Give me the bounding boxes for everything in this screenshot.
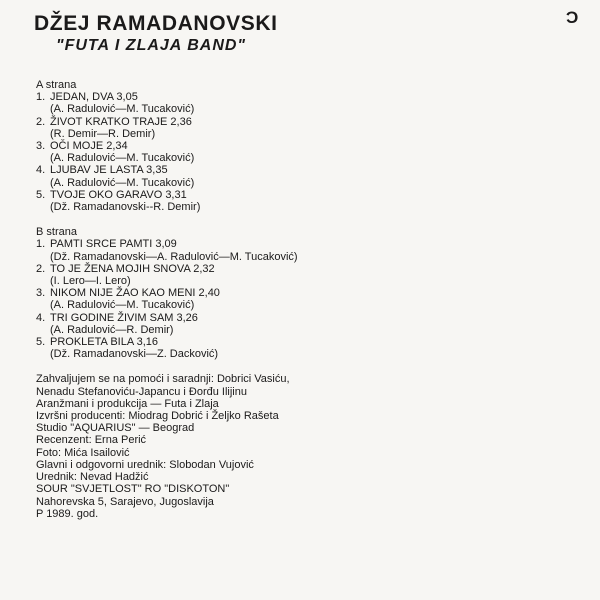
track-number: 3. [36, 287, 46, 300]
credit-line: Zahvaljujem se na pomoći i saradnji: Dobrici Vasiću, [36, 373, 290, 386]
side-mark-glyph: Ͻ [566, 8, 579, 27]
track-title-line [36, 116, 576, 128]
track-item [36, 263, 576, 287]
track-item [36, 238, 576, 262]
track-title-line [36, 336, 576, 348]
tracklist-and-credits [36, 79, 576, 520]
track-number: 4. [36, 311, 46, 324]
track-item [36, 336, 576, 360]
side-b-section [36, 226, 576, 360]
track-title: JEDAN, DVA 3,05 [50, 91, 138, 104]
side-b-heading: B strana [36, 226, 77, 239]
artist-name: DŽEJ RAMADANOVSKI [34, 12, 278, 35]
track-title-line [36, 140, 576, 152]
track-number: 3. [36, 140, 46, 153]
section-spacer [36, 213, 576, 226]
track-title: PAMTI SRCE PAMTI 3,09 [50, 238, 177, 251]
track-number: 1. [36, 238, 46, 251]
band-name: "FUTA I ZLAJA BAND" [56, 37, 247, 54]
track-item [36, 164, 576, 188]
credit-line: Izvršni producenti: Miodrag Dobrić i Željko Rašeta [36, 410, 279, 423]
track-title-line [36, 238, 576, 250]
track-item [36, 91, 576, 115]
track-authors: (A. Radulović—R. Demir) [50, 323, 174, 336]
track-number: 5. [36, 188, 46, 201]
track-number: 5. [36, 336, 46, 349]
track-title-line [36, 91, 576, 103]
track-number: 2. [36, 262, 46, 275]
track-authors: (A. Radulović—M. Tucaković) [50, 299, 195, 312]
track-title-line [36, 263, 576, 275]
credit-line: Foto: Mića Isailović [36, 446, 130, 459]
track-authors: (Dž. Ramadanovski--R. Demir) [50, 201, 201, 214]
track-number: 4. [36, 164, 46, 177]
track-authors: (Dž. Ramadanovski—Z. Dacković) [50, 348, 219, 361]
track-number: 1. [36, 91, 46, 104]
credit-line: Nenadu Stefanoviću-Japancu i Đorđu Ilijinu [36, 385, 247, 398]
track-title: TVOJE OKO GARAVO 3,31 [50, 188, 187, 201]
track-title: TO JE ŽENA MOJIH SNOVA 2,32 [50, 262, 215, 275]
credit-line: Glavni i odgovorni urednik: Slobodan Vujović [36, 458, 254, 471]
track-title-line [36, 287, 576, 299]
credits-section [36, 373, 576, 519]
section-spacer [36, 360, 576, 373]
track-number: 2. [36, 115, 46, 128]
track-authors: (A. Radulović—M. Tucaković) [50, 152, 195, 165]
track-title: NIKOM NIJE ŽAO KAO MENI 2,40 [50, 287, 220, 300]
credit-line: Urednik: Nevad Hadžić [36, 471, 149, 484]
credit-line: SOUR "SVJETLOST" RO "DISKOTON" [36, 483, 230, 496]
track-item [36, 189, 576, 213]
track-title: TRI GODINE ŽIVIM SAM 3,26 [50, 311, 198, 324]
track-title: OČI MOJE 2,34 [50, 140, 128, 153]
track-authors: (A. Radulović—M. Tucaković) [50, 103, 195, 116]
side-a-heading: A strana [36, 79, 77, 91]
track-authors: (A. Radulović—M. Tucaković) [50, 176, 195, 189]
track-title: ŽIVOT KRATKO TRAJE 2,36 [50, 115, 192, 128]
track-title-line [36, 189, 576, 201]
track-authors: (R. Demir—R. Demir) [50, 127, 156, 140]
side-a-section [36, 79, 576, 213]
credit-line: Recenzent: Erna Perić [36, 434, 147, 447]
track-title: PROKLETA BILA 3,16 [50, 336, 159, 349]
credit-line: Studio "AQUARIUS" — Beograd [36, 422, 195, 435]
track-authors: (Dž. Ramadanovski—A. Radulović—M. Tucaković) [50, 250, 298, 263]
track-item [36, 287, 576, 311]
track-item [36, 116, 576, 140]
credit-line: Nahorevska 5, Sarajevo, Jugoslavija [36, 495, 214, 508]
track-title-line [36, 312, 576, 324]
track-title: LJUBAV JE LASTA 3,35 [50, 164, 168, 177]
track-authors: (I. Lero—I. Lero) [50, 275, 131, 288]
credit-line: Aranžmani i produkcija — Futa i Zlaja [36, 397, 219, 410]
track-title-line [36, 164, 576, 176]
track-item [36, 140, 576, 164]
track-item [36, 312, 576, 336]
copyright-line: P 1989. god. [36, 507, 99, 520]
